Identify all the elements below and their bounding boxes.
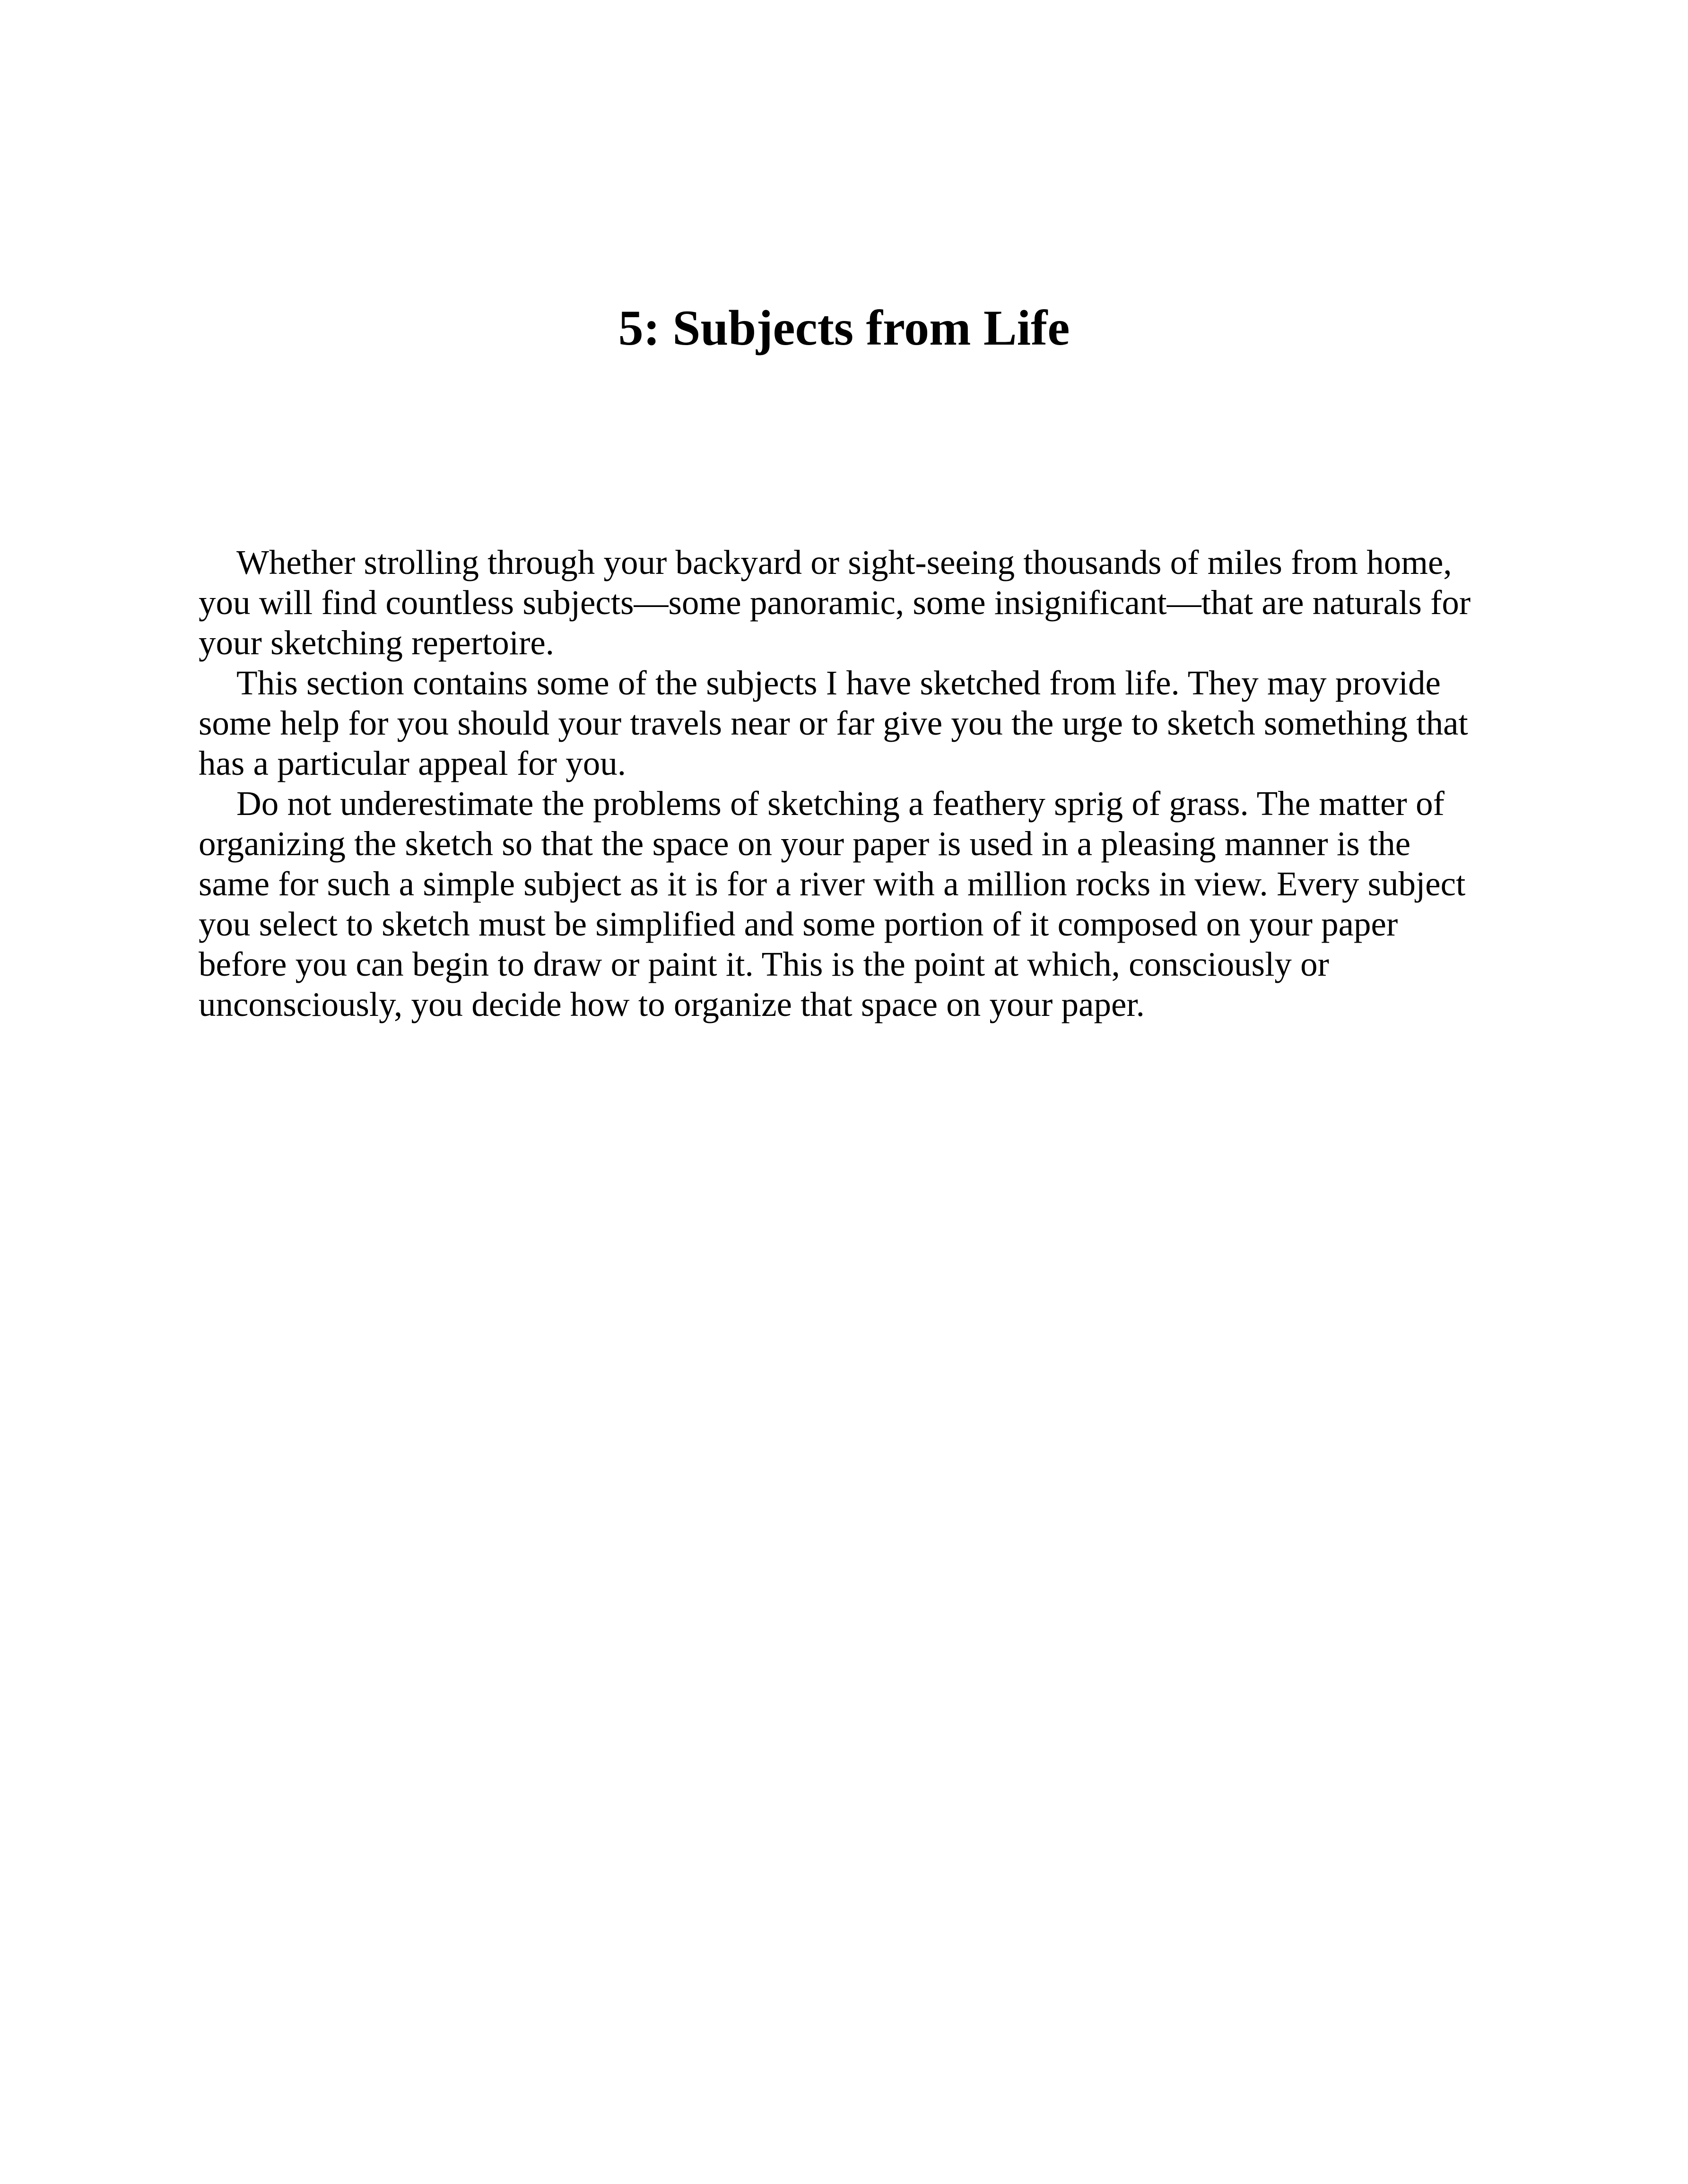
chapter-title: 5: Subjects from Life <box>618 300 1070 355</box>
body-text <box>199 542 1489 1024</box>
paragraph-1: Whether strolling through your backyard or sight-seeing thousands of miles from home, you will find countless subjects—some panoramic, some insignificant—that are naturals for your sketching repertoire. <box>199 543 1471 662</box>
paragraph-2: This section contains some of the subjects I have sketched from life. They may provide some help for you should your travels near or far give you the urge to sketch something that has a particular appeal for you. <box>199 664 1468 783</box>
paragraph-3: Do not underestimate the problems of sketching a feathery sprig of grass. The matter of organizing the sketch so that the space on your paper is used in a pleasing manner is the same for such a simple subject as it is for a river with a million rocks in view. Every subject you select to sketch must be simplified and some portion of it composed on your paper before you can begin to draw or paint it. This is the point at which, consciously or unconsciously, you decide how to organize that space on your paper. <box>199 784 1466 1024</box>
